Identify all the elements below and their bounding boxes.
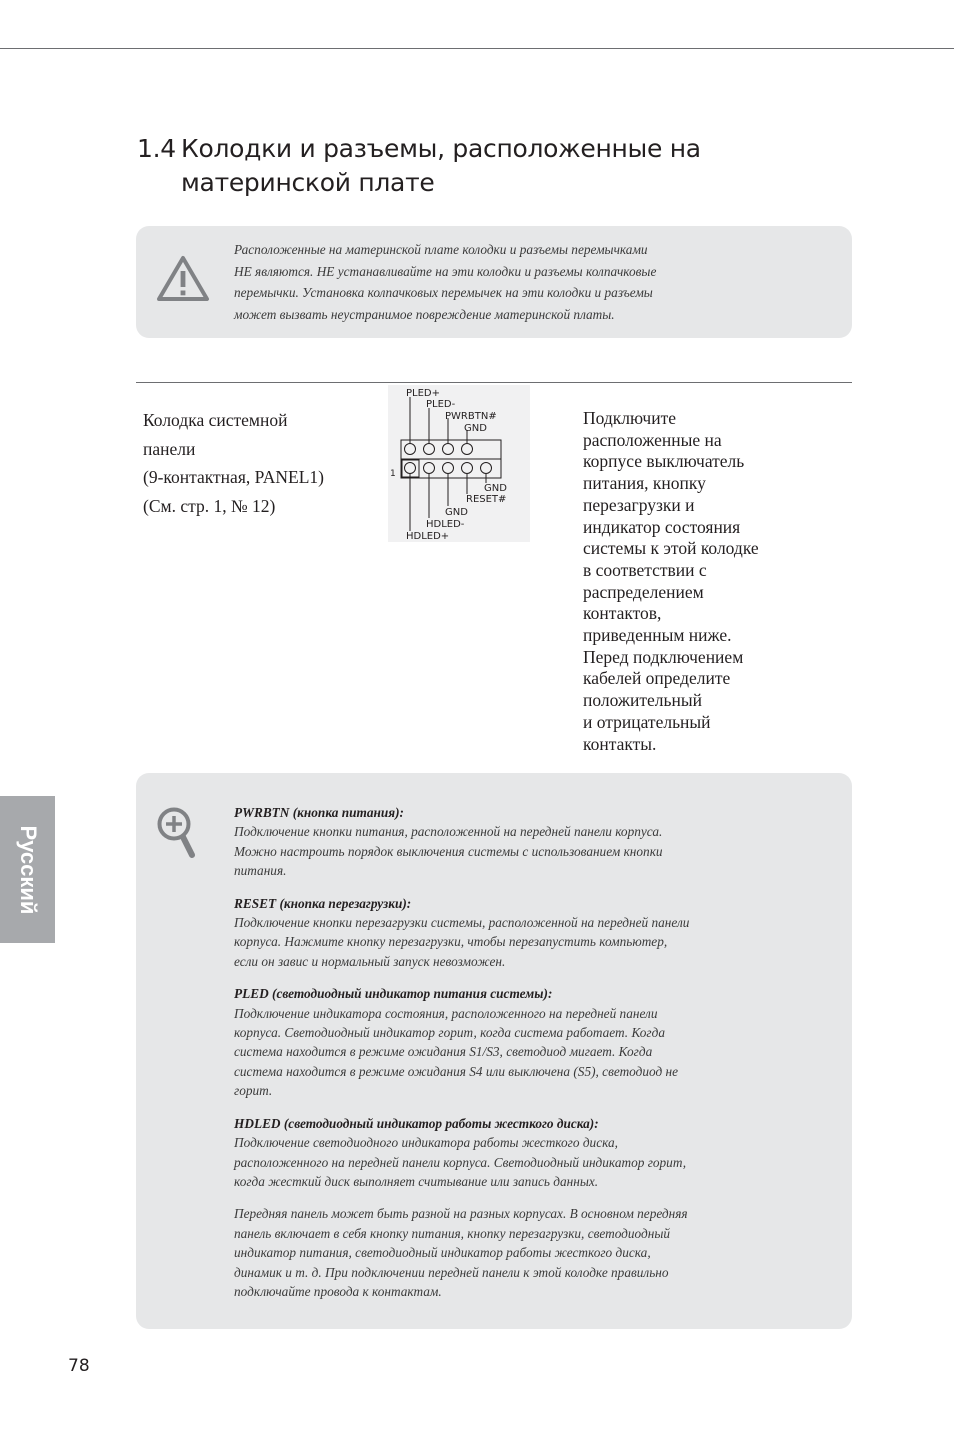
note-line: когда жесткий диск выполняет считывание или запись данных. [234, 1173, 599, 1189]
section-title [137, 132, 857, 200]
note-item [234, 803, 834, 881]
note-line: Подключение кнопки перезагрузки системы, расположенной на передней панели [234, 915, 690, 931]
note-heading: RESET (кнопка перезагрузки): [234, 895, 412, 911]
note-line: динамик и т. д. При подключении передней панели к этой колодке правильно [234, 1264, 669, 1280]
description-line: индикатор состояния [583, 516, 741, 537]
description-line: Подключите [583, 408, 677, 428]
note-line: панель включает в себя кнопку питания, кнопку перезагрузки, светодиодный [234, 1225, 671, 1241]
note-item [234, 1114, 834, 1192]
notes-list [234, 803, 834, 1314]
pin-label-hdled-plus: HDLED+ [406, 531, 450, 542]
language-tab-label: Русский [15, 825, 41, 914]
warning-triangle-icon [156, 254, 210, 304]
note-line: Передняя панель может быть разной на разных корпусах. В основном передняя [234, 1206, 688, 1222]
section-title-text: Колодки и разъемы, расположенные на материнской плате [181, 134, 701, 197]
description-line: перезагрузки и [583, 494, 695, 515]
panel-header-diagram [388, 385, 530, 542]
description-line: приведенным ниже. [583, 625, 732, 646]
section-number: 1.4 [137, 134, 176, 163]
note-line: расположенного на передней панели корпуса. Светодиодный индикатор горит, [234, 1154, 687, 1170]
header-description [583, 408, 798, 755]
magnifier-plus-icon [156, 806, 198, 860]
note-line: подключайте провода к контактам. [234, 1283, 442, 1299]
header-label-line: панели [143, 438, 196, 459]
note-line: если он завис и нормальный запуск невозможен. [234, 953, 506, 969]
description-line: контакты. [583, 733, 657, 754]
note-line: Можно настроить порядок выключения системы с использованием кнопки [234, 843, 663, 859]
header-label-line: (См. стр. 1, № 12) [143, 495, 276, 516]
note-line: индикатор питания, светодиодный индикатор работы жесткого диска, [234, 1245, 651, 1261]
note-line: корпуса. Светодиодный индикатор горит, когда система работает. Когда [234, 1025, 665, 1041]
note-line: система находится в режиме ожидания S1/S3, светодиод мигает. Когда [234, 1044, 653, 1060]
pin-label-pled-plus: PLED+ [406, 388, 440, 399]
warning-line: НЕ являются. НЕ устанавливайте на эти колодки и разъемы колпачковые [234, 263, 657, 279]
description-line: положительный [583, 690, 703, 711]
note-item [234, 984, 834, 1100]
top-rule [0, 48, 954, 49]
warning-line: может вызвать неустранимое повреждение материнской платы. [234, 306, 615, 322]
notes-panel [136, 773, 852, 1329]
note-body [234, 913, 834, 971]
header-label-line: (9-контактная, PANEL1) [143, 467, 324, 487]
section-divider [136, 382, 852, 383]
note-body [234, 1204, 834, 1301]
description-line: Перед подключением [583, 646, 744, 667]
pin-label-pwrbtn: PWRBTN# [445, 411, 497, 422]
pin-label-pled-minus: PLED- [426, 399, 456, 410]
note-line: Подключение индикатора состояния, расположенного на передней панели [234, 1005, 658, 1021]
description-line: питания, кнопку [583, 473, 706, 494]
description-line: контактов, [583, 603, 662, 624]
note-body [234, 822, 834, 880]
pin-label-gnd-1: GND [484, 483, 507, 494]
description-line: расположенные на [583, 429, 722, 450]
note-line: Подключение светодиодного индикатора работы жесткого диска, [234, 1135, 618, 1151]
header-label [143, 406, 363, 520]
note-heading: PWRBTN (кнопка питания): [234, 805, 404, 820]
warning-line: Расположенные на материнской плате колодки и разъемы перемычками [234, 242, 648, 257]
description-line: в соответствии с [583, 559, 707, 580]
note-heading: HDLED (светодиодный индикатор работы жесткого диска): [234, 1115, 599, 1131]
note-line: Подключение кнопки питания, расположенной на передней панели корпуса. [234, 824, 663, 840]
note-line: горит. [234, 1083, 273, 1099]
warning-panel [136, 226, 852, 338]
note-item [234, 894, 834, 972]
pin-label-gnd-top: GND [464, 423, 487, 434]
language-tab [0, 796, 55, 943]
description-line: распределением [583, 581, 704, 602]
note-line: система находится в режиме ожидания S4 или выключена (S5), светодиод не [234, 1063, 679, 1079]
description-line: системы к этой колодке [583, 538, 759, 559]
note-body [234, 1004, 834, 1101]
page-number: 78 [68, 1356, 90, 1376]
description-line: кабелей определите [583, 668, 731, 689]
header-label-line: Колодка системной [143, 410, 288, 430]
description-line: корпусе выключатель [583, 451, 745, 472]
warning-line: перемычки. Установка колпачковых перемычек на эти колодки и разъемы [234, 285, 653, 301]
description-line: и отрицательный [583, 711, 711, 732]
pin-label-gnd-2: GND [445, 507, 468, 518]
note-heading: PLED (светодиодный индикатор питания системы): [234, 986, 553, 1002]
note-body [234, 1133, 834, 1191]
note-line: питания. [234, 863, 287, 879]
pin-label-reset: RESET# [466, 494, 507, 505]
warning-text [234, 239, 834, 325]
note-item [234, 1204, 834, 1301]
pin-one-label: 1 [390, 469, 396, 479]
pin-label-hdled-minus: HDLED- [426, 519, 465, 530]
note-line: корпуса. Нажмите кнопку перезагрузки, чтобы перезапустить компьютер, [234, 934, 668, 950]
